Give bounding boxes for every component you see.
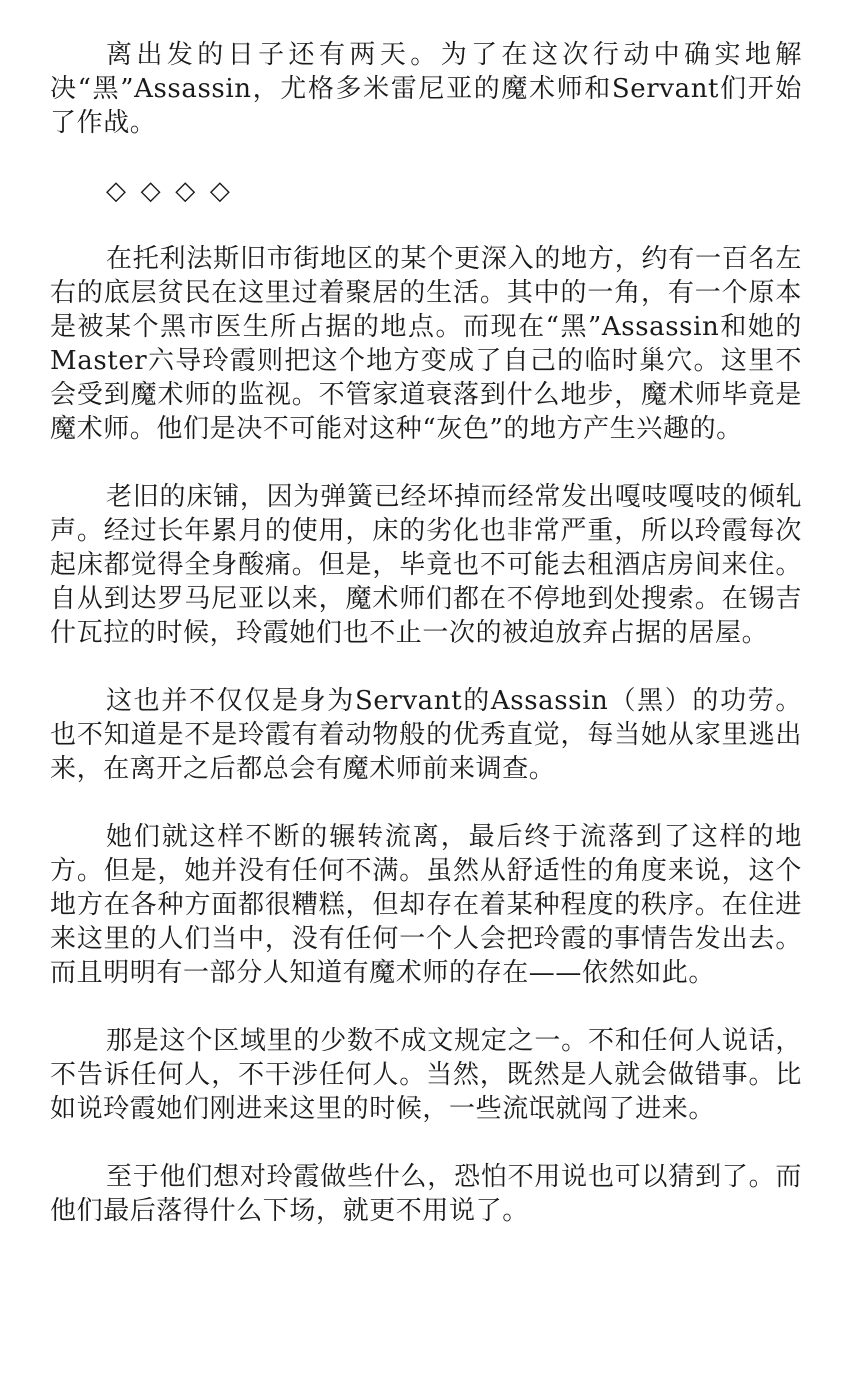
paragraph: 她们就这样不断的辗转流离，最后终于流落到了这样的地方。但是，她并没有任何不满。虽然从舒适性的角度来说，这个地方在各种方面都很糟糕，但却存在着某种程度的秩序。在住进来这里的人们当中，没有任何一个人会把玲霞的事情告发出去。而且明明有一部分人知道有魔术师的存在——依然如此。 [50,822,802,988]
paragraph: 那是这个区域里的少数不成文规定之一。不和任何人说话，不告诉任何人，不干涉任何人。当然，既然是人就会做错事。比如说玲霞她们刚进来这里的时候，一些流氓就闯了进来。 [50,1026,802,1124]
paragraph: 至于他们想对玲霞做些什么，恐怕不用说也可以猜到了。而他们最后落得什么下场，就更不用说了。 [50,1162,802,1226]
paragraph: 在托利法斯旧市街地区的某个更深入的地方，约有一百名左右的底层贫民在这里过着聚居的生活。其中的一角，有一个原本是被某个黑市医生所占据的地点。而现在“黑”Assassin和她的Master六导玲霞则把这个地方变成了自己的临时巢穴。这里不会受到魔术师的监视。不管家道衰落到什么地步，魔术师毕竟是魔术师。他们是决不可能对这种“灰色”的地方产生兴趣的。 [50,244,802,444]
diamond-icon: ◇ [106,176,127,206]
diamond-icon: ◇ [209,176,231,206]
diamond-icon: ◇ [175,176,196,206]
paragraph: 这也并不仅仅是身为Servant的Assassin（黑）的功劳。也不知道是不是玲霞有着动物般的优秀直觉，每当她从家里逃出来，在离开之后都总会有魔术师前来调查。 [50,686,802,784]
paragraph: 老旧的床铺，因为弹簧已经坏掉而经常发出嘎吱嘎吱的倾轧声。经过长年累月的使用，床的劣化也非常严重，所以玲霞每次起床都觉得全身酸痛。但是，毕竟也不可能去租酒店房间来住。自从到达罗马尼亚以来，魔术师们都在不停地到处搜索。在锡吉什瓦拉的时候，玲霞她们也不止一次的被迫放弃占据的居屋。 [50,482,802,648]
scene-divider [50,174,802,208]
paragraph-intro: 离出发的日子还有两天。为了在这次行动中确实地解决“黑”Assassin，尤格多米雷尼亚的魔术师和Servant们开始了作战。 [50,40,802,138]
diamond-icon: ◇ [140,176,162,206]
